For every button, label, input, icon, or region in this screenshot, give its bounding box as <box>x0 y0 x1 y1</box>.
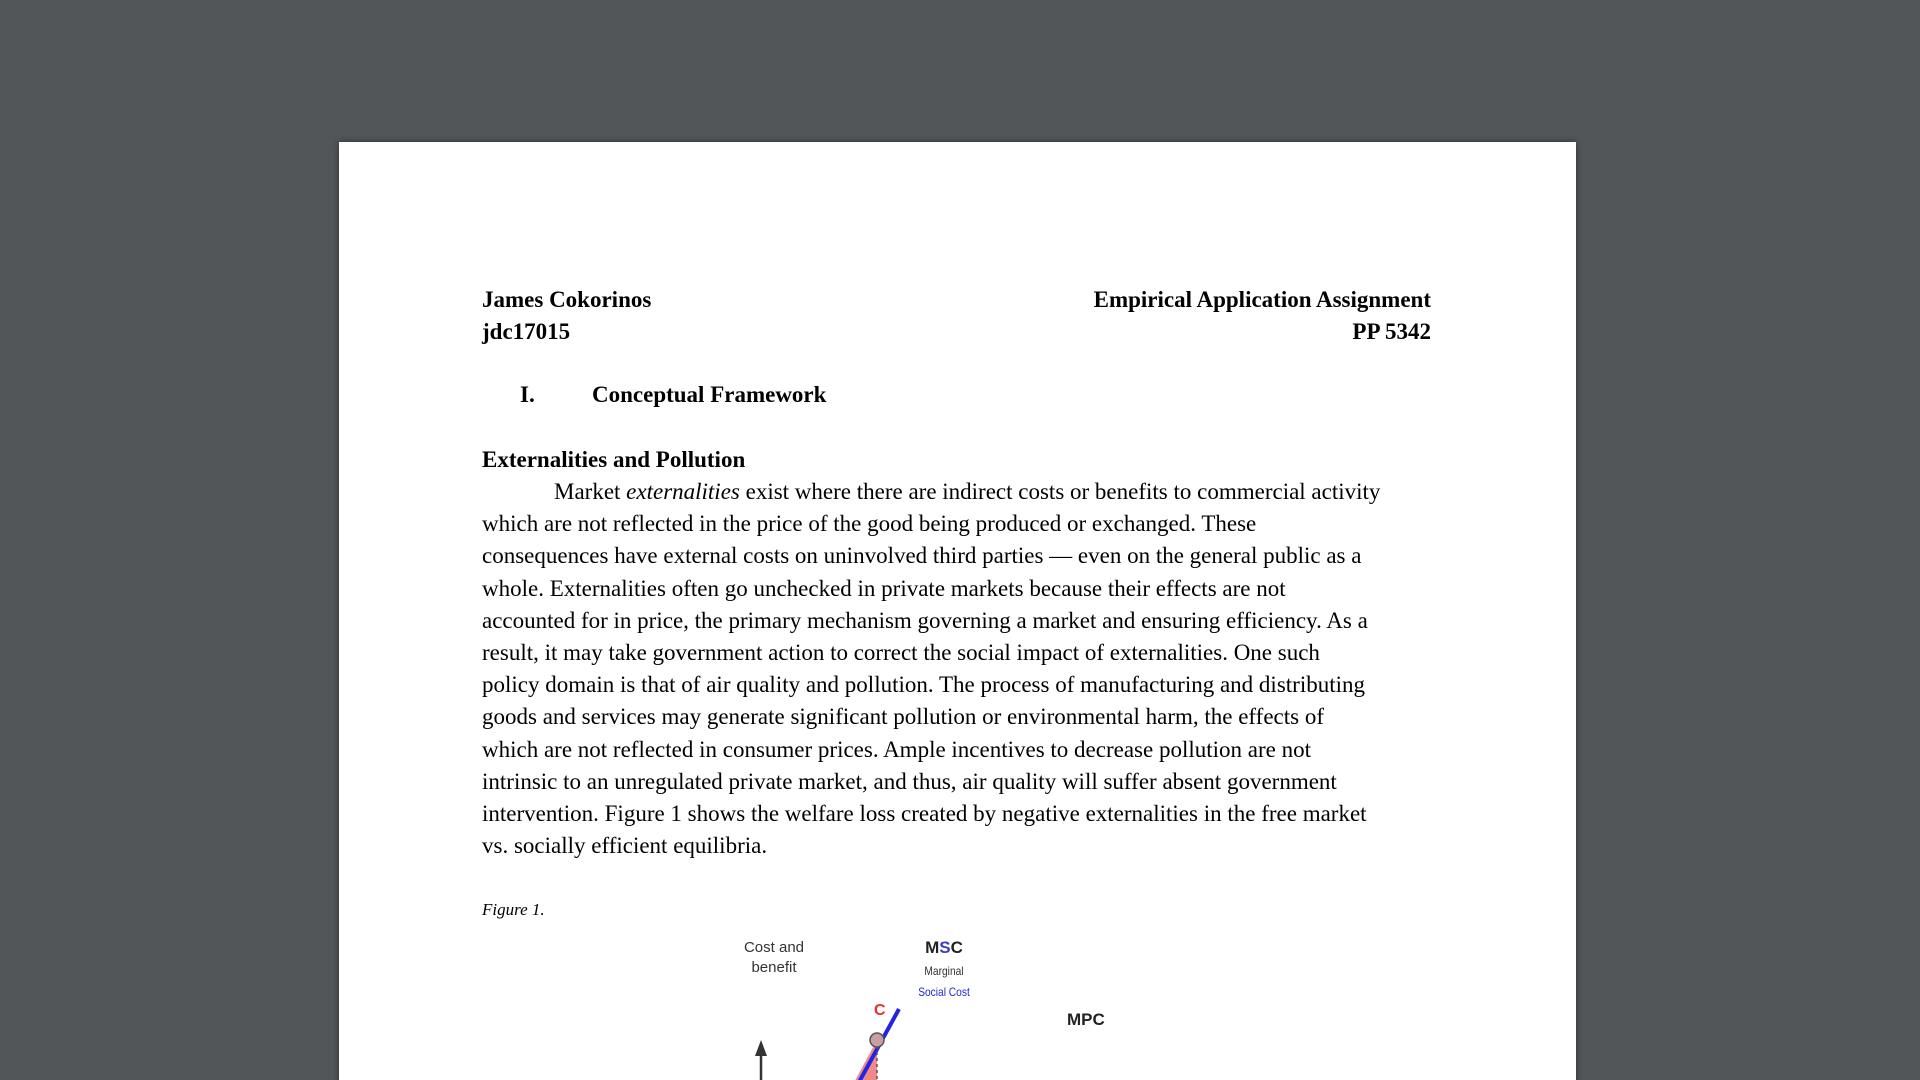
msc-letter: S <box>939 938 951 957</box>
body-paragraph <box>482 476 1437 862</box>
paragraph-line: result, it may take government action to correct the social impact of externalities. One such <box>482 639 1320 665</box>
paragraph-line <box>482 476 1437 508</box>
paragraph-line: intervention. Figure 1 shows the welfare loss created by negative externalities in the free market <box>482 800 1367 826</box>
msc-sublabel-marginal: Marginal <box>924 964 964 978</box>
author-name: James Cokorinos <box>482 287 652 312</box>
paragraph-line: policy domain is that of air quality and pollution. The process of manufacturing and distributing <box>482 672 1365 698</box>
y-axis-label-line: Cost and <box>743 939 805 956</box>
section-heading <box>520 379 826 411</box>
subheading: Externalities and Pollution <box>482 447 746 472</box>
emphasis-text: externalities <box>626 479 740 504</box>
course-code: PP 5342 <box>1352 319 1431 344</box>
header-left <box>482 284 651 348</box>
document-page <box>339 142 1576 1080</box>
paragraph-line: vs. socially efficient equilibria. <box>482 833 768 859</box>
section-number: I. <box>520 382 535 407</box>
y-axis-label <box>719 938 829 978</box>
point-c-marker <box>870 1033 884 1047</box>
msc-letter: C <box>950 938 963 957</box>
paragraph-line: accounted for in price, the primary mechanism governing a market and ensuring efficiency. As a <box>482 607 1368 633</box>
paragraph-line: whole. Externalities often go unchecked in private markets because their effects are not <box>482 575 1286 601</box>
y-axis-arrow-icon <box>755 1040 767 1056</box>
text-run: exist where there are indirect costs or benefits to commercial activity <box>739 479 1381 504</box>
point-c-label: C <box>874 1002 886 1019</box>
msc-letter: M <box>925 938 940 957</box>
msc-curve <box>829 1009 899 1080</box>
msc-sublabel-social-cost: Social Cost <box>918 985 970 999</box>
text-run: Market <box>554 479 627 504</box>
msc-label <box>904 938 984 958</box>
paragraph-line: consequences have external costs on uninvolved third parties — even on the general public as a <box>482 543 1362 569</box>
header-right <box>1094 284 1431 348</box>
y-axis-label-line: benefit <box>751 959 797 976</box>
paragraph-line: which are not reflected in the price of the good being produced or exchanged. These <box>482 511 1257 537</box>
paragraph-line: which are not reflected in consumer prices. Ample incentives to decrease pollution are not <box>482 736 1311 762</box>
section-title: Conceptual Framework <box>592 382 827 407</box>
paragraph-line: intrinsic to an unregulated private market, and thus, air quality will suffer absent government <box>482 768 1337 794</box>
assignment-title: Empirical Application Assignment <box>1093 287 1431 312</box>
author-id: jdc17015 <box>482 319 571 344</box>
paragraph-line: goods and services may generate significant pollution or environmental harm, the effects of <box>482 704 1325 730</box>
mpc-label: MPC <box>1067 1010 1105 1029</box>
externality-figure <box>689 932 1209 1080</box>
figure-caption: Figure 1. <box>482 900 545 919</box>
